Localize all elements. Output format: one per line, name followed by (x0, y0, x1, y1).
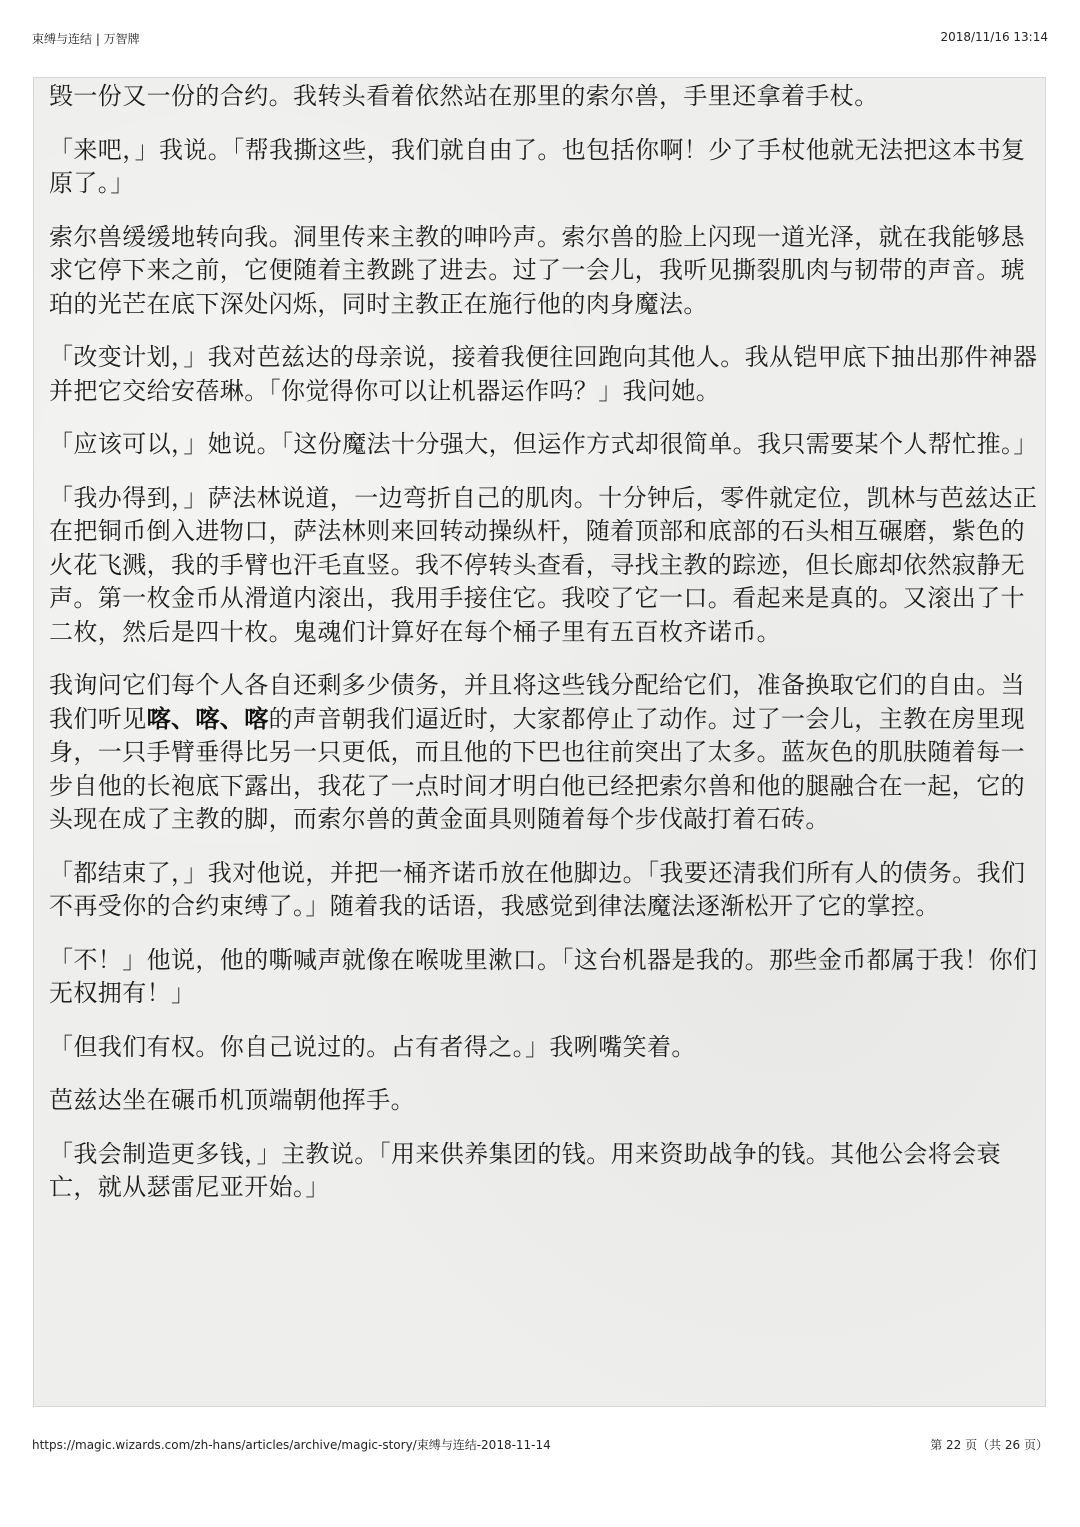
paragraph: 「我会制造更多钱，」主教说。「用来供养集团的钱。用来资助战争的钱。其他公会将会衰亡，就从瑟雷尼亚开始。」 (49, 1139, 1001, 1201)
paragraph-text: 我询问它们每个人各自还剩多少债务，并且将这些钱分配给它们，准备换取它们的自由。当我们听见 (49, 671, 1025, 733)
paragraph-text: 的声音朝我们逼近时，大家都停止了动作。过了一会儿，主教在房里现身，一只手臂垂得比另一只更低，而且他的下巴也往前突出了太多。蓝灰色的肌肤随着每一步自他的长袍底下露出，我花了一点时间才明白他已经把索尔兽和他的腿融合在一起，它的头现在成了主教的脚，而索尔兽的黄金面具则随着每个步伐敲打着石砖。 (49, 704, 1026, 833)
article-container (33, 77, 1046, 1407)
print-header (32, 30, 1048, 50)
article-body (49, 80, 1039, 1225)
emphasis-text: 喀、喀、喀 (146, 704, 269, 733)
paragraph: 芭兹达坐在碾币机顶端朝他挥手。 (49, 1086, 415, 1114)
print-datetime: 2018/11/16 13:14 (940, 30, 1048, 44)
paragraph: 「但我们有权。你自己说过的。占有者得之。」我咧嘴笑着。 (49, 1032, 696, 1061)
paragraph: 「我办得到，」萨法林说道，一边弯折自己的肌肉。十分钟后，零件就定位，凯林与芭兹达正在把铜币倒入进物口，萨法林则来回转动操纵杆，随着顶部和底部的石头相互碾磨，紫色的火花飞溅，我的手臂也汗毛直竖。我不停转头查看，寻找主教的踪迹，但长廊却依然寂静无声。第一枚金币从滑道内滚出，我用手接住它。我咬了它一口。看起来是真的。又滚出了十二枚，然后是四十枚。鬼魂们计算好在每个桶子里有五百枚齐诺币。 (49, 483, 1038, 646)
print-footer (32, 1436, 1048, 1456)
paragraph: 「都结束了，」我对他说，并把一桶齐诺币放在他脚边。「我要还清我们所有人的债务。我们不再受你的合约束缚了。」随着我的话语，我感觉到律法魔法逐渐松开了它的掌控。 (49, 858, 1026, 920)
paragraph: 「不！」他说，他的嘶喊声就像在喉咙里漱口。「这台机器是我的。那些金币都属于我！你们无权拥有！」 (49, 945, 1038, 1007)
page-number: 第 22 页（共 26 页） (930, 1438, 1048, 1452)
page-url: https://magic.wizards.com/zh-hans/articles/archive/magic-story/束缚与连结-2018-11-14 (32, 1438, 551, 1452)
paragraph: 「来吧，」我说。「帮我撕这些，我们就自由了。也包括你啊！少了手杖他就无法把这本书复原了。」 (49, 135, 1026, 197)
paragraph: 「改变计划，」我对芭兹达的母亲说，接着我便往回跑向其他人。我从铠甲底下抽出那件神器并把它交给安蓓琳。「你觉得你可以让机器运作吗？」我问她。 (49, 343, 1038, 405)
page-title: 束缚与连结 | 万智牌 (32, 32, 140, 46)
paragraph: 毁一份又一份的合约。我转头看着依然站在那里的索尔兽，手里还拿着手杖。 (49, 82, 879, 110)
paragraph-with-emphasis (49, 669, 1039, 837)
paragraph: 「应该可以，」她说。「这份魔法十分强大，但运作方式却很简单。我只需要某个人帮忙推。」 (49, 430, 1038, 458)
paragraph: 索尔兽缓缓地转向我。洞里传来主教的呻吟声。索尔兽的脸上闪现一道光泽，就在我能够恳求它停下来之前，它便随着主教跳了进去。过了一会儿，我听见撕裂肌肉与韧带的声音。琥珀的光芒在底下深处闪烁，同时主教正在施行他的肉身魔法。 (49, 222, 1025, 318)
